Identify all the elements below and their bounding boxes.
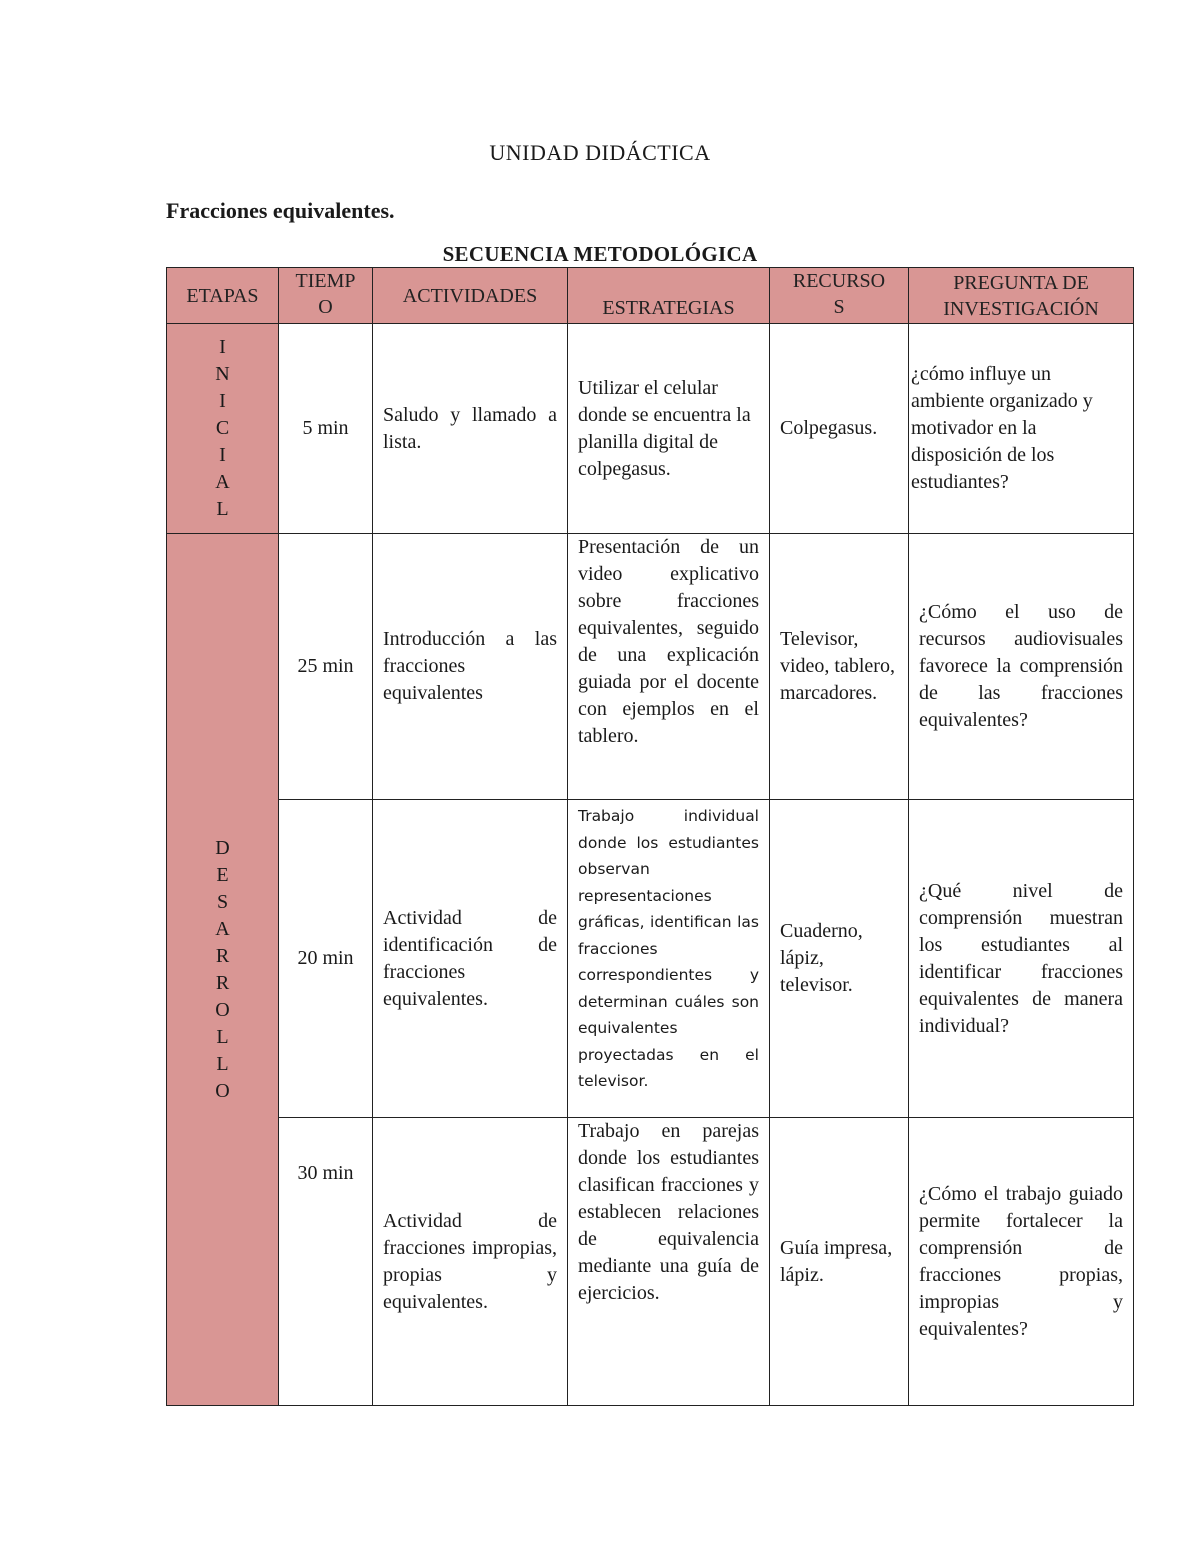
stage-letter: O xyxy=(215,1079,230,1102)
header-tiempo-line2: O xyxy=(318,296,333,318)
cell-estrategias: Utilizar el celular donde se encuentra la planilla digital de colpegasus. xyxy=(568,324,770,534)
stage-letter: O xyxy=(215,998,230,1021)
table-header-row xyxy=(167,268,1134,324)
table-row xyxy=(167,1118,1134,1406)
header-pregunta-line2: INVESTIGACIÓN xyxy=(943,297,1099,320)
header-estrategias: ESTRATEGIAS xyxy=(568,268,770,324)
stage-letter: C xyxy=(215,417,230,439)
stage-letter: D xyxy=(215,836,230,859)
stage-letter: L xyxy=(216,1025,229,1048)
header-recursos-line2: S xyxy=(833,296,845,318)
header-tiempo-line1: TIEMP xyxy=(295,270,356,292)
header-pregunta-line1: PREGUNTA DE xyxy=(953,271,1089,294)
cell-actividades: Actividad de fracciones impropias, propias y equivalentes. xyxy=(373,1118,568,1406)
table-row xyxy=(167,534,1134,800)
cell-recursos: Guía impresa, lápiz. xyxy=(770,1118,909,1406)
methodology-table xyxy=(166,267,1134,1406)
stage-letter: N xyxy=(215,363,230,385)
cell-estrategias: Trabajo individual donde los estudiantes observan representaciones gráficas, identifican las fracciones correspondientes y determinan cuáles son equivalentes proyectadas en el televisor. xyxy=(568,800,770,1118)
cell-actividades: Saludo y llamado a lista. xyxy=(373,324,568,534)
stage-letter: A xyxy=(215,917,230,940)
cell-tiempo: 30 min xyxy=(279,1118,373,1406)
stage-letter: I xyxy=(219,336,226,358)
cell-recursos: Televisor, video, tablero, marcadores. xyxy=(770,534,909,800)
table-row xyxy=(167,324,1134,534)
stage-letter: L xyxy=(216,1052,229,1075)
header-actividades: ACTIVIDADES xyxy=(373,268,568,324)
cell-recursos: Colpegasus. xyxy=(770,324,909,534)
header-tiempo xyxy=(279,268,373,324)
cell-recursos: Cuaderno, lápiz, televisor. xyxy=(770,800,909,1118)
stage-desarrollo xyxy=(167,534,279,1406)
header-etapas: ETAPAS xyxy=(167,268,279,324)
stage-letter: S xyxy=(216,890,229,913)
cell-tiempo: 20 min xyxy=(279,800,373,1118)
cell-tiempo: 5 min xyxy=(279,324,373,534)
stage-letter: R xyxy=(215,971,230,994)
cell-actividades: Actividad de identificación de fracciones equivalentes. xyxy=(373,800,568,1118)
cell-actividades: Introducción a las fracciones equivalentes xyxy=(373,534,568,800)
header-pregunta xyxy=(909,268,1134,324)
table-row xyxy=(167,800,1134,1118)
cell-pregunta: ¿Qué nivel de comprensión muestran los estudiantes al identificar fracciones equivalentes de manera individual? xyxy=(909,800,1134,1118)
stage-letter: R xyxy=(215,944,230,967)
document-title: UNIDAD DIDÁCTICA xyxy=(489,140,711,165)
stage-letter: E xyxy=(216,863,229,886)
table-caption: SECUENCIA METODOLÓGICA xyxy=(442,242,758,266)
header-recursos-line1: RECURSO xyxy=(792,270,886,292)
header-recursos xyxy=(770,268,909,324)
cell-pregunta: ¿cómo influye un ambiente organizado y motivador en la disposición de los estudiantes? xyxy=(909,324,1134,534)
stage-inicial xyxy=(167,324,279,534)
document-subtitle: Fracciones equivalentes. xyxy=(166,198,395,223)
stage-letter: L xyxy=(216,498,229,520)
cell-pregunta: ¿Cómo el trabajo guiado permite fortalecer la comprensión de fracciones propias, impropias y equivalentes? xyxy=(909,1118,1134,1406)
cell-estrategias: Presentación de un video explicativo sobre fracciones equivalentes, seguido de una explicación guiada por el docente con ejemplos en el tablero. xyxy=(568,534,770,800)
cell-pregunta: ¿Cómo el uso de recursos audiovisuales favorece la comprensión de las fracciones equivalentes? xyxy=(909,534,1134,800)
stage-letter: I xyxy=(219,390,226,412)
stage-letter: I xyxy=(219,444,226,466)
stage-letter: A xyxy=(215,471,230,493)
cell-tiempo: 25 min xyxy=(279,534,373,800)
cell-estrategias: Trabajo en parejas donde los estudiantes clasifican fracciones y establecen relaciones de equivalencia mediante una guía de ejercicios. xyxy=(568,1118,770,1406)
